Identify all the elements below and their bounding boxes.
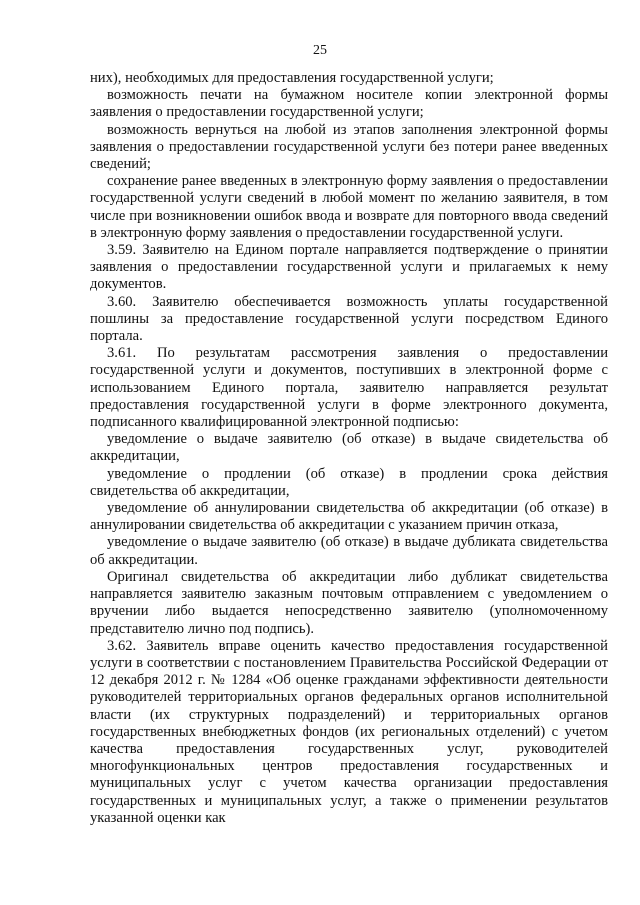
- paragraph-return-option: возможность вернуться на любой из этапов заполнения электронной формы заявления о предоставлении государственной услуги без потери ранее введенных сведений;: [90, 121, 608, 173]
- paragraph-continuation: них), необходимых для предоставления государственной услуги;: [90, 70, 494, 86]
- paragraph-3-60: 3.60. Заявителю обеспечивается возможность уплаты государственной пошлины за предоставление государственной услуги посредством Единого портала.: [90, 293, 608, 345]
- paragraph-notice-duplicate: уведомление о выдаче заявителю (об отказе) в выдаче дубликата свидетельства об аккредитации.: [90, 534, 608, 568]
- paragraph-save-option: сохранение ранее введенных в электронную форму заявления о предоставлении государственной услуги сведений в любой момент по желанию заявителя, в том числе при возникновении ошибок ввода и возврате для повторного ввода сведений в электронную форму заявления о предоставлении государственной услуги.: [90, 173, 608, 241]
- paragraph-3-59: 3.59. Заявителю на Едином портале направляется подтверждение о принятии заявления о предоставлении государственной услуги и прилагаемых к нему документов.: [90, 242, 608, 293]
- paragraph-3-62: 3.62. Заявитель вправе оценить качество предоставления государственной услуги в соответствии с постановлением Правительства Российской Федерации от 12 декабря 2012 г. № 1284 «Об оценке гражданами эффективности деятельности руководителей территориальных органов федеральных органов исполнительной власти (их структурных подразделений) и территориальных органов государственных внебюджетных фондов (их региональных отделений) с учетом качества предоставления государственных услуг, руководителей многофункциональных центров предоставления государственных и муниципальных услуг с учетом качества организации предоставления государственных и муниципальных услуг, а также о применении результатов указанной оценки как: [90, 637, 608, 826]
- paragraph-notice-extension: уведомление о продлении (об отказе) в продлении срока действия свидетельства об аккредитации,: [90, 465, 608, 499]
- page-number: 25: [313, 43, 327, 58]
- paragraph-print-option: возможность печати на бумажном носителе копии электронной формы заявления о предоставлении государственной услуги;: [90, 87, 608, 121]
- paragraph-3-61: 3.61. По результатам рассмотрения заявления о предоставлении государственной услуги и документов, поступивших в электронной форме с использованием Единого портала, заявителю направляется результат предоставления государственной услуги в форме электронного документа, подписанного квалифицированной электронной подписью:: [90, 345, 608, 431]
- document-body: [90, 70, 608, 827]
- paragraph-original-delivery: Оригинал свидетельства об аккредитации либо дубликат свидетельства направляется заявителю заказным почтовым отправлением с уведомлением о вручении либо выдается непосредственно заявителю (уполномоченному представителю лично под подпись).: [90, 568, 608, 637]
- paragraph-notice-issue: уведомление о выдаче заявителю (об отказе) в выдаче свидетельства об аккредитации,: [90, 431, 608, 465]
- paragraph-notice-cancellation: уведомление об аннулировании свидетельства об аккредитации (об отказе) в аннулировании свидетельства об аккредитации с указанием причин отказа,: [90, 500, 608, 534]
